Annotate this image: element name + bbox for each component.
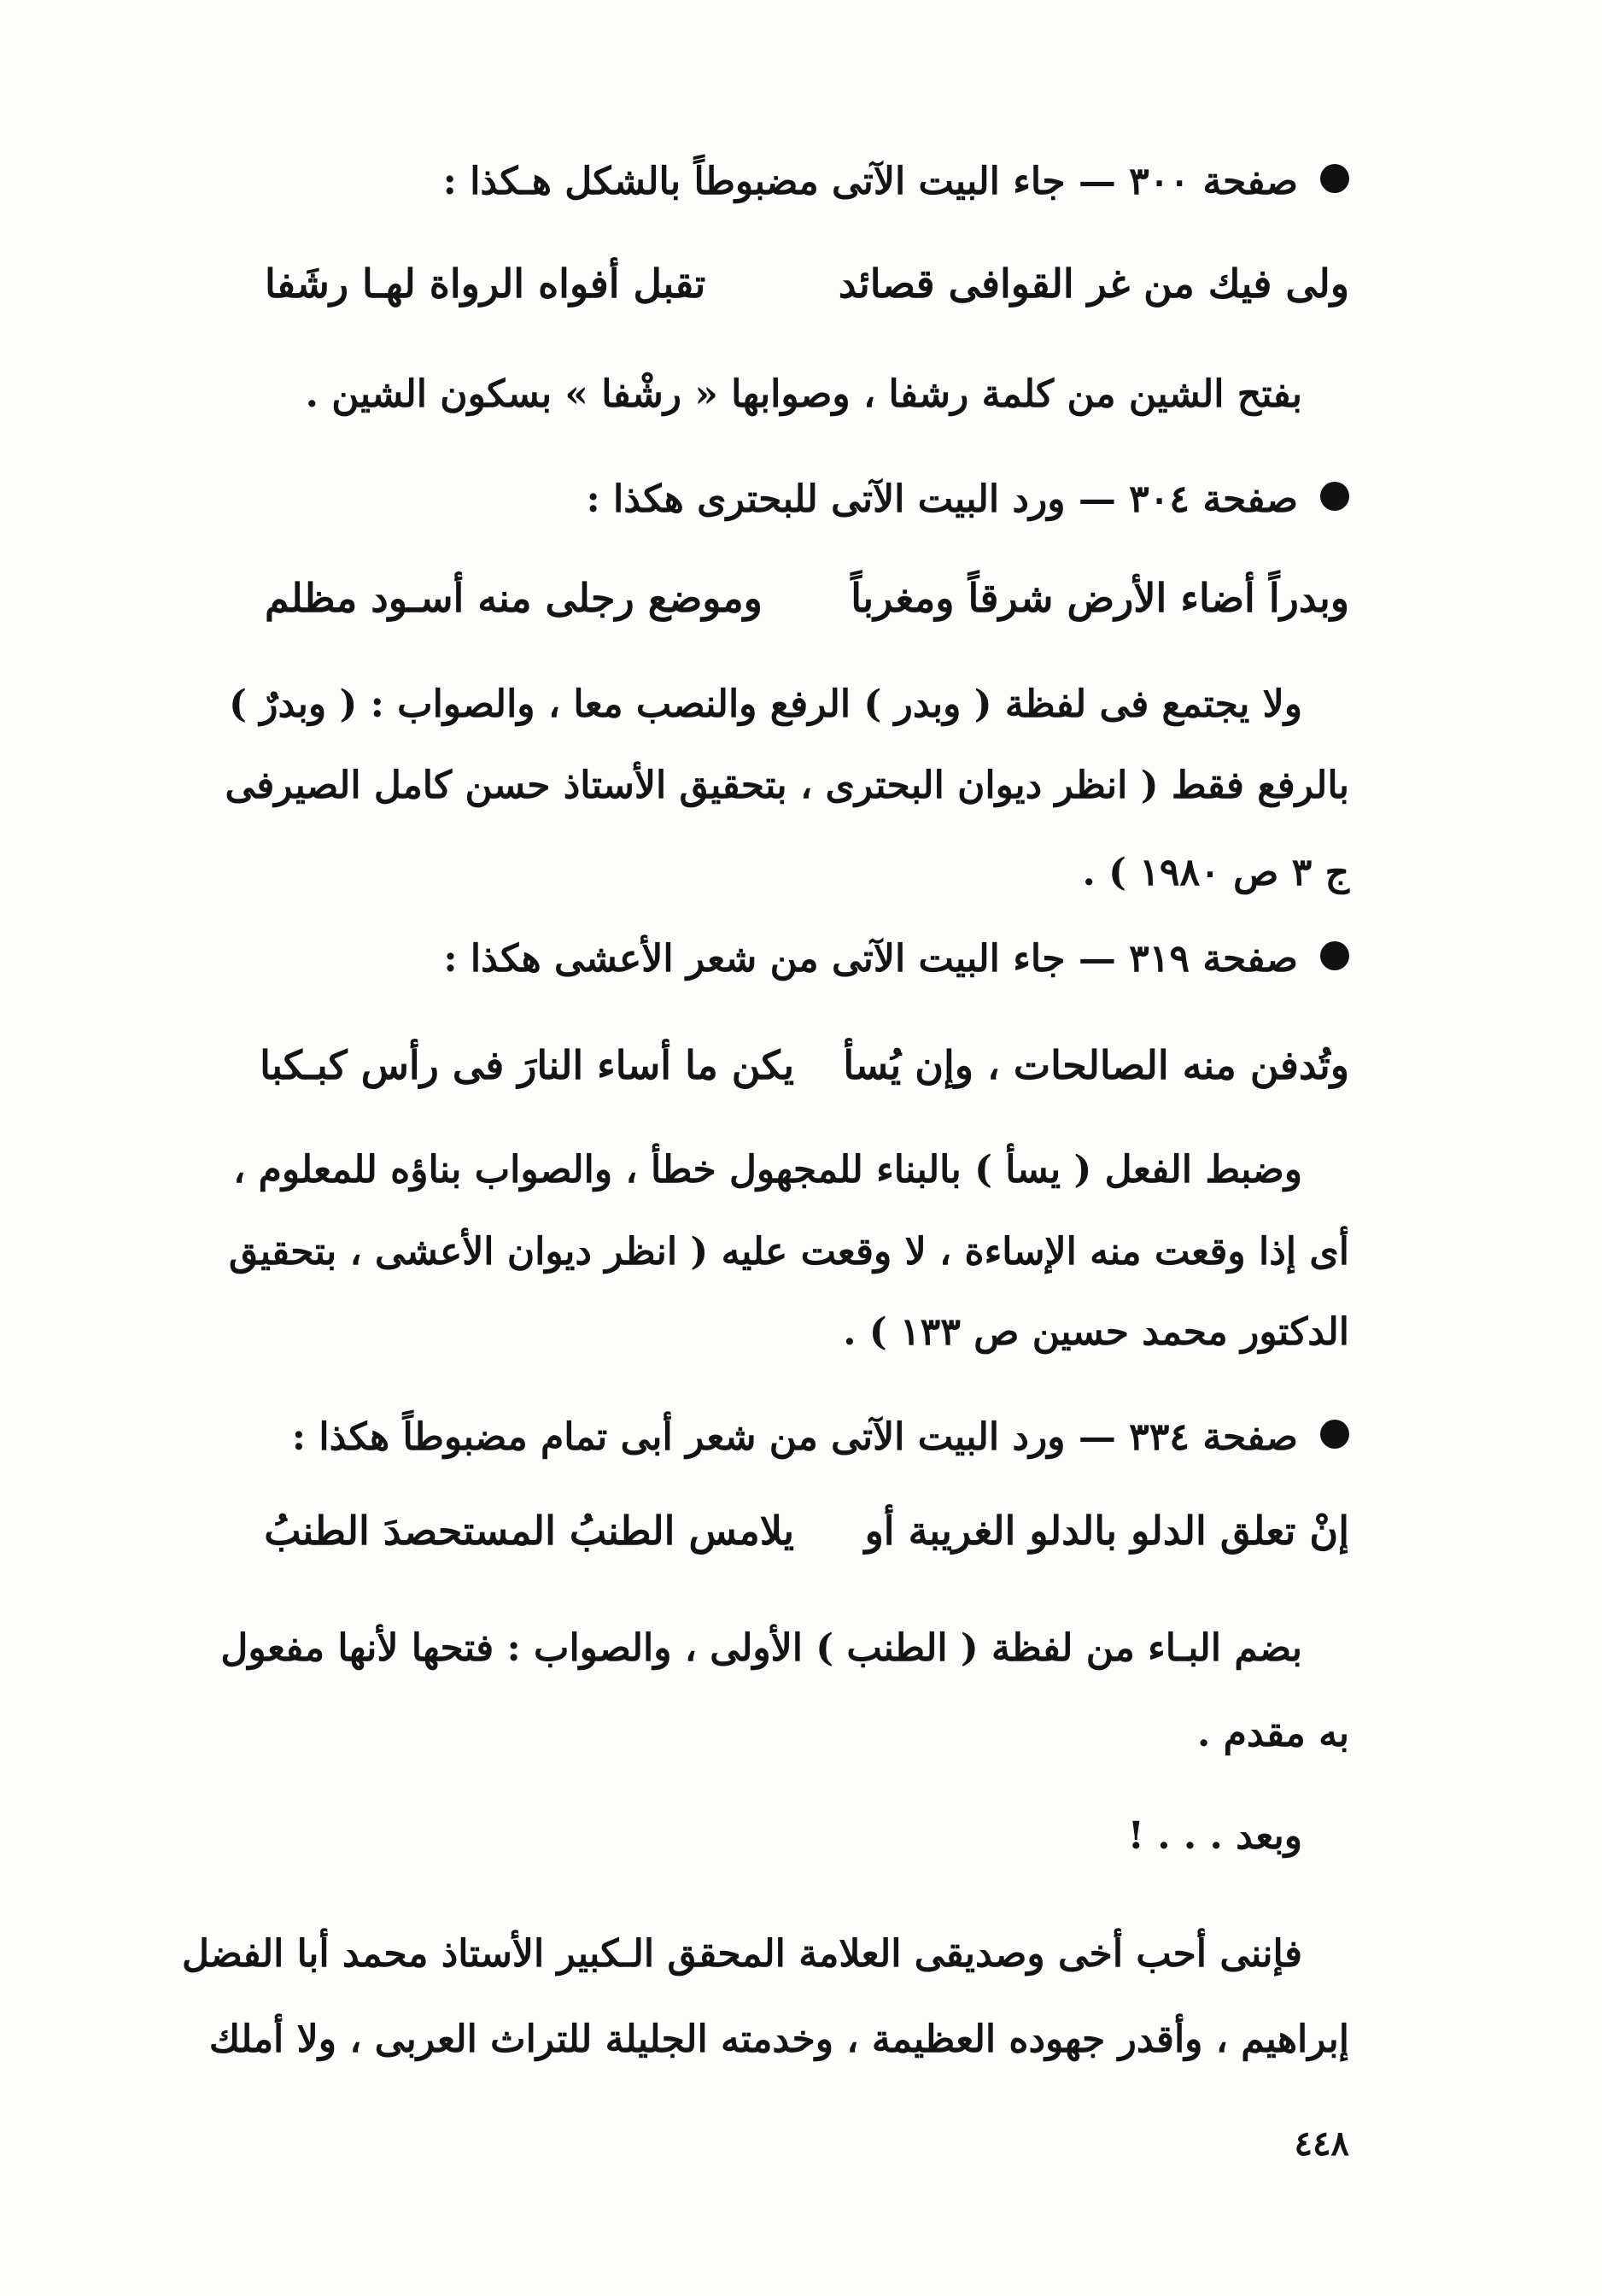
note-line: بفتح الشين من كلمة رشفا ، وصوابها « رشْفا » بسكون الشين . <box>305 372 1302 416</box>
bullet-icon <box>1320 164 1349 193</box>
section-heading: صفحة ٣٣٤ — ورد البيت الآتى من شعر أبى تمام مضبوطاً هكذا : <box>265 1401 1349 1469</box>
bullet-icon <box>1320 941 1349 970</box>
verse-first-hemistich: ولى فيك من غر القوافى قصائد <box>838 261 1349 307</box>
verse-second-hemistich: يكن ما أساء النارَ فى رأس كبـكبا <box>260 1042 794 1088</box>
note-line: أى إذا وقعت منه الإساءة ، لا وقعت عليه ( انظر ديوان الأعشى ، بتحقيق <box>229 1230 1349 1274</box>
note-line: بالرفع فقط ( انظر ديوان البحترى ، بتحقيق الأستاذ حسن كامل الصيرفى <box>225 764 1349 807</box>
closing-line: فإننى أحب أخى وصديقى العلامة المحقق الـكبير الأستاذ محمد أبا الفضل <box>182 1932 1302 1976</box>
note-line: الدكتور محمد حسين ص ١٣٣ ) . <box>843 1310 1349 1354</box>
verse-second-hemistich: تقبل أفواه الرواة لهـا رشَفا <box>265 261 706 307</box>
closing-opening: وبعد . . . ! <box>1127 1814 1302 1858</box>
bullet-icon <box>1320 482 1349 511</box>
closing-line: إبراهيم ، وأقدر جهوده العظيمة ، وخدمته الجليلة للتراث العربى ، ولا أملك <box>208 2018 1349 2061</box>
verse-first-hemistich: وبدراً أضاء الأرض شرقاً ومغرباً <box>851 575 1349 621</box>
verse-line <box>265 564 1349 632</box>
verse-first-hemistich: وتُدفن منه الصالحات ، وإن يُسأ <box>843 1042 1349 1088</box>
verse-line <box>260 1031 1349 1099</box>
verse-second-hemistich: يلامس الطنبُ المستحصدَ الطنبُ <box>264 1508 794 1554</box>
verse-line <box>265 1496 1349 1565</box>
section-heading: صفحة ٣١٩ — جاء البيت الآتى من شعر الأعشى هكذا : <box>265 922 1349 991</box>
page-number: ٤٤٨ <box>1294 2123 1349 2164</box>
bullet-icon <box>1320 1420 1349 1449</box>
note-line: وضبط الفعل ( يسأ ) بالبناء للمجهول خطأ ، والصواب بناؤه للمعلوم ، <box>233 1148 1302 1192</box>
section-heading: صفحة ٣٠٤ — ورد البيت الآتى للبحترى هكذا : <box>265 463 1349 531</box>
verse-first-hemistich: إنْ تعلق الدلو بالدلو الغريبة أو <box>864 1508 1349 1554</box>
verse-line <box>265 249 1349 318</box>
note-line: ج ٣ ص ١٩٨٠ ) . <box>1082 851 1349 894</box>
verse-second-hemistich: وموضع رجلى منه أسـود مظلم <box>265 575 763 621</box>
note-line: بضم البـاء من لفظة ( الطنب ) الأولى ، والصواب : فتحها لأنها مفعول <box>220 1626 1302 1670</box>
section-heading: صفحة ٣٠٠ — جاء البيت الآتى مضبوطاً بالشكل هـكذا : <box>265 145 1349 214</box>
note-line: ولا يجتمع فى لفظة ( وبدر ) الرفع والنصب معا ، والصواب : ( وبدرٌ ) <box>229 682 1302 726</box>
note-line: به مقدم . <box>1197 1712 1349 1755</box>
